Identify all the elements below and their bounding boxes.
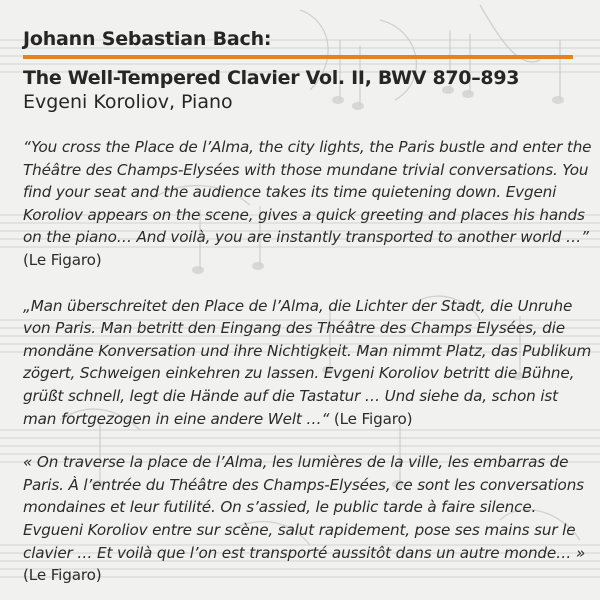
liner-notes <box>23 28 593 587</box>
press-quote-english <box>23 136 593 272</box>
press-quote-french <box>23 451 593 587</box>
quote-source: (Le Figaro) <box>23 250 102 269</box>
accent-divider <box>23 55 573 59</box>
performer-line: Evgeni Koroliov, Piano <box>23 91 233 113</box>
quote-source: (Le Figaro) <box>23 566 102 585</box>
quote-text: “You cross the Place de l’Alma, the city lights, the Paris bustle and enter the Théâtre des Champs-Elysées with those mundane trivial conversations. You find your seat and the audience takes its time quietening down. Evgeni Koroliov appears on the scene, gives a quick greeting and places his hands on the piano… And voilà, you are instantly transported to another world …” <box>23 138 592 247</box>
quote-source: (Le Figaro) <box>333 409 413 428</box>
work-title: The Well-Tempered Clavier Vol. II, BWV 870–893 <box>23 67 520 89</box>
composer-heading: Johann Sebastian Bach: <box>23 28 272 50</box>
press-quote-german <box>23 295 593 431</box>
quote-text: „Man überschreitet den Place de l’Alma, die Lichter der Stadt, die Unruhe von Paris. Man betritt den Eingang des Théâtre des Champs Elysées, die mondäne Konversation und ihre Nichtigkeit. Man nimmt Platz, das Publikum zögert, Schweigen einkehren zu lassen. Evgeni Koroliov betritt die Bühne, grüßt schnell, legt die Hände auf die Tastatur … Und siehe da, schon ist man fortgezogen in eine andere Welt …“ <box>23 296 592 428</box>
quote-text: « On traverse la place de l’Alma, les lumières de la ville, les embarras de Paris. À l’entrée du Théâtre des Champs-Elysées, ce sont les conversations mondaines et leur futilité. On s’assied, le public tarde à faire silence. Evgueni Koroliov entre sur scène, salut rapidement, pose ses mains sur le clavier … Et voilà que l’on est transporté aussitôt dans un autre monde… » <box>23 453 586 562</box>
